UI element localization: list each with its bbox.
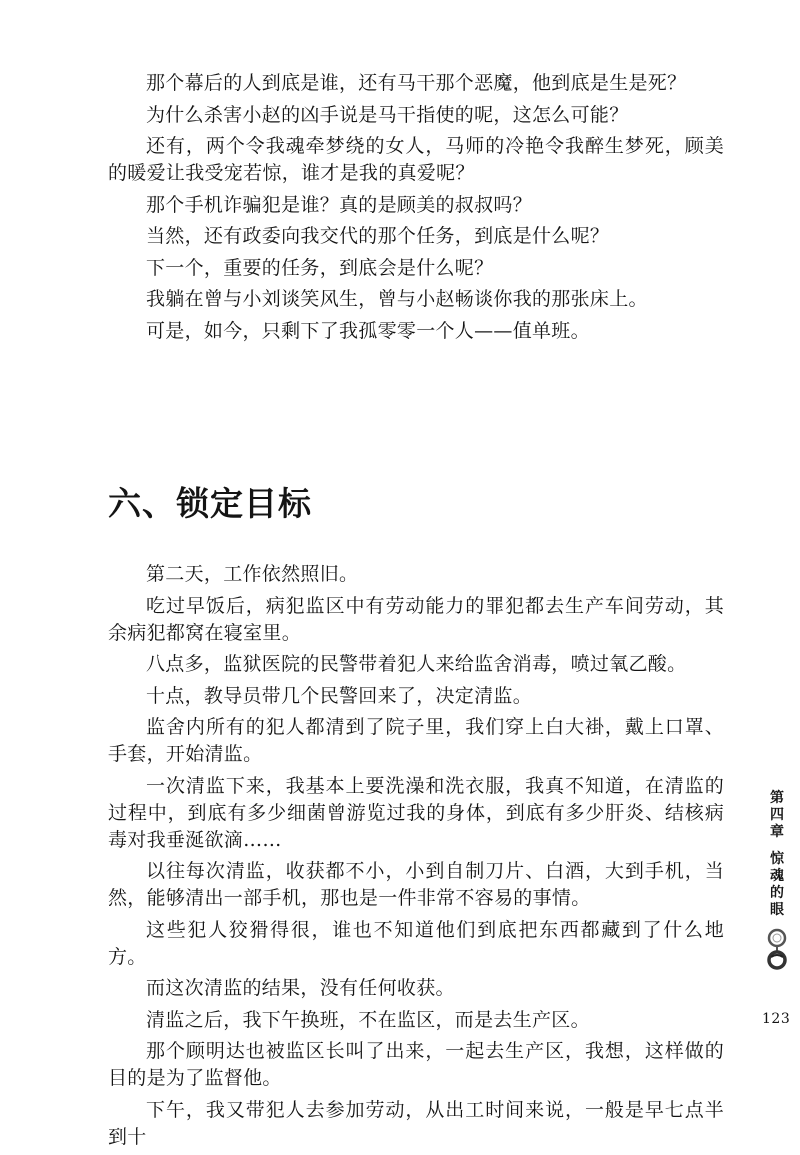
paragraph: 下一个，重要的任务，到底会是什么呢？ bbox=[146, 256, 494, 279]
paragraph: 吃过早饭后，病犯监区中有劳动能力的罪犯都去生产车间劳动，其余病犯都窝在寝室里。 bbox=[108, 594, 724, 644]
paragraph: 清监之后，我下午换班，不在监区，而是去生产区。 bbox=[146, 1008, 590, 1031]
paragraph: 当然，还有政委向我交代的那个任务，到底是什么呢？ bbox=[146, 225, 610, 247]
paragraph: 还有，两个令我魂牵梦绕的女人，马师的冷艳令我醉生梦死，顾美的暖爱让我受宠若惊，谁才是我的真爱呢？ bbox=[108, 135, 724, 184]
top-text-block bbox=[108, 70, 724, 349]
paragraph: 可是，如今，只剩下了我孤零零一个人——值单班。 bbox=[146, 319, 590, 342]
paragraph: 那个手机诈骗犯是谁？真的是顾美的叔叔吗？ bbox=[146, 193, 533, 216]
paragraph: 这些犯人狡猾得很，谁也不知道他们到底把东西都藏到了什么地方。 bbox=[108, 918, 724, 968]
paragraph: 我躺在曾与小刘谈笑风生，曾与小赵畅谈你我的那张床上。 bbox=[146, 288, 648, 310]
paragraph: 八点多，监狱医院的民警带着犯人来给监舍消毒，喷过氧乙酸。 bbox=[146, 653, 687, 675]
paragraph: 那个顾明达也被监区长叫了出来，一起去生产区，我想，这样做的目的是为了监督他。 bbox=[108, 1040, 724, 1089]
body-text-block bbox=[108, 561, 724, 1155]
paragraph: 第二天，工作依然照旧。 bbox=[146, 563, 359, 585]
side-chapter-label: 第四章 bbox=[770, 790, 784, 840]
paragraph: 十点，教导员带几个民警回来了，决定清监。 bbox=[146, 684, 533, 707]
paragraph: 为什么杀害小赵的凶手说是马干指使的呢，这怎么可能？ bbox=[146, 103, 629, 126]
section-heading: 六、锁定目标 bbox=[108, 484, 312, 523]
paragraph: 那个幕后的人到底是谁，还有马干那个恶魔，他到底是生是死？ bbox=[146, 72, 687, 94]
handcuffs-icon bbox=[764, 927, 790, 971]
paragraph: 监舍内所有的犯人都清到了院子里，我们穿上白大褂，戴上口罩、手套，开始清监。 bbox=[108, 716, 724, 765]
paragraph: 一次清监下来，我基本上要洗澡和洗衣服，我真不知道，在清监的过程中，到底有多少细菌曾游览过我的身体，到底有多少肝炎、结核病毒对我垂涎欲滴…… bbox=[108, 774, 724, 851]
side-chapter-title: 惊魂的眼 bbox=[770, 851, 784, 918]
side-running-header bbox=[763, 790, 791, 971]
paragraph: 下午，我又带犯人去参加劳动，从出工时间来说，一般是早七点半到十 bbox=[108, 1098, 724, 1148]
paragraph: 以往每次清监，收获都不小，小到自制刀片、白酒，大到手机，当然，能够清出一部手机，那也是一件非常不容易的事情。 bbox=[108, 860, 724, 909]
page-number: 123 bbox=[762, 1011, 791, 1027]
paragraph: 而这次清监的结果，没有任何收获。 bbox=[146, 977, 455, 999]
